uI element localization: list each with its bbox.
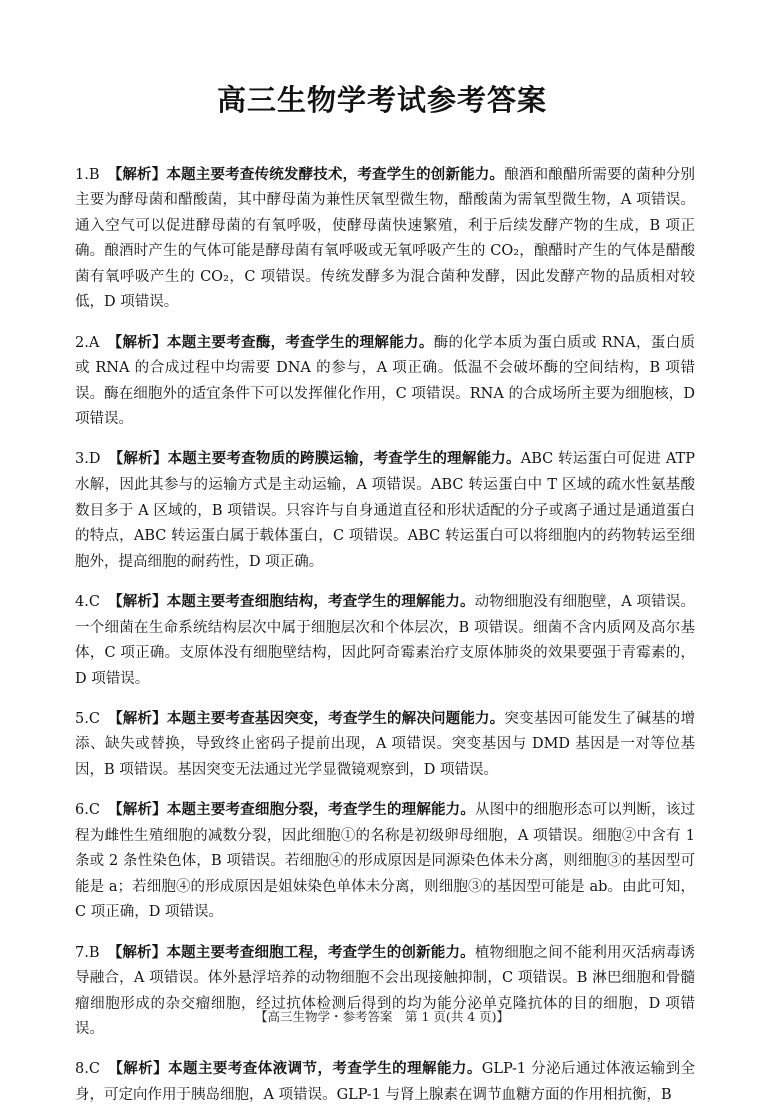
answer-number: 3.D [75,451,101,468]
answer-lead: 本题主要考查物质的跨膜运输，考查学生的理解能力。 [167,451,521,468]
answer-body: ABC 转运蛋白可促进 ATP 水解，因此其参与的运输方式是主动运输，A 项错误。ABC 转运蛋白中 T 区域的疏水性氨基酸数目多于 A 区域的，B 项错误。只容许与自身通道直径和形状适配的分子或离子通过是通道蛋白的特点，ABC 转运蛋白属于载体蛋白，C 项错误。ABC 转运蛋白可以将细胞内的药物转运至细胞外，提高细胞的耐药性，D 项正确。 [75,451,696,570]
answer-item-7 [75,941,695,1043]
answer-body: 突变基因可能发生了碱基的增添、缺失或替换，导致终止密码子提前出现，A 项错误。突变基因与 DMD 基因是一对等位基因，B 项错误。基因突变无法通过光学显微镜观察到，D 项错误。 [75,710,696,778]
analysis-tag: 【解析】 [107,710,167,727]
answer-number: 5.C [75,710,100,727]
analysis-tag: 【解析】 [107,944,167,961]
answer-lead: 本题主要考查细胞工程，考查学生的创新能力。 [166,944,475,961]
answer-item-4 [75,590,695,692]
answer-item-3 [75,447,695,575]
answer-body: 植物细胞之间不能利用灭活病毒诱导融合，A 项错误。体外悬浮培养的动物细胞不会出现接触抑制，C 项错误。B 淋巴细胞和骨髓瘤细胞形成的杂交瘤细胞，经过抗体检测后得到的均为能分泌单克隆抗体的目的细胞，D 项错误。 [75,944,695,1038]
answer-item-5 [75,707,695,784]
answer-lead: 本题主要考查基因突变，考查学生的解决问题能力。 [166,710,505,727]
answer-number: 8.C [75,1061,100,1078]
answer-item-1 [75,163,695,317]
analysis-tag: 【解析】 [107,166,167,183]
answer-body: 从图中的细胞形态可以判断，该过程为雌性生殖细胞的减数分裂，因此细胞①的名称是初级卵母细胞，A 项错误。细胞②中含有 1 条或 2 条性染色体，B 项错误。若细胞④的形成原因是同源染色体未分离，则细胞③的基因型可能是 a；若细胞④的形成原因是姐妹染色单体未分离，则细胞③的基因型可能是 ab。由此可知，C 项正确，D 项错误。 [75,802,696,921]
answer-body: 酿酒和酿醋所需要的菌种分别主要为酵母菌和醋酸菌，其中酵母菌为兼性厌氧型微生物，醋酸菌为需氧型微生物，A 项错误。通入空气可以促进酵母菌的有氧呼吸，使酵母菌快速繁殖，利于后续发酵产物的生成，B 项正确。酿酒时产生的气体可能是酵母菌有氧呼吸或无氧呼吸产生的 CO₂，酿醋时产生的气体是醋酸菌有氧呼吸产生的 CO₂，C 项错误。传统发酵多为混合菌种发酵，因此发酵产物的品质相对较低，D 项错误。 [75,166,695,311]
analysis-tag: 【解析】 [108,451,168,468]
answer-lead: 本题主要考查酶，考查学生的理解能力。 [166,334,434,351]
analysis-tag: 【解析】 [107,802,167,819]
answer-item-8 [75,1057,695,1108]
page-footer: 【高三生物学・参考答案 第 1 页(共 4 页)】 [254,1009,510,1024]
answer-number: 2.A [75,334,100,351]
answer-body: 酶的化学本质为蛋白质或 RNA，蛋白质或 RNA 的合成过程中均需要 DNA 的参与，A 项正确。低温不会破坏酶的空间结构，B 项错误。酶在细胞外的适宜条件下可以发挥催化作用，C 项错误。RNA 的合成场所主要为细胞核，D 项错误。 [75,334,696,428]
answer-item-2 [75,331,695,433]
page-title: 高三生物学考试参考答案 [216,83,547,117]
analysis-tag: 【解析】 [107,1061,169,1078]
answer-item-6 [75,798,695,926]
answer-lead: 本题主要考查细胞结构，考查学生的理解能力。 [166,593,475,610]
answer-lead: 本题主要考查体液调节，考查学生的理解能力。 [168,1061,482,1078]
answer-body: 动物细胞没有细胞壁，A 项错误。一个细菌在生命系统结构层次中属于细胞层次和个体层次，B 项错误。细菌不含内质网及高尔基体，C 项正确。支原体没有细胞壁结构，因此阿奇霉素治疗支原体肺炎的效果要强于青霉素的，D 项错误。 [75,593,695,687]
answer-lead: 本题主要考查传统发酵技术，考查学生的创新能力。 [166,166,505,183]
answer-list [75,148,695,1110]
answer-number: 4.C [75,593,100,610]
answer-lead: 本题主要考查细胞分裂，考查学生的理解能力。 [166,802,476,819]
answer-number: 6.C [75,802,100,819]
analysis-tag: 【解析】 [107,593,167,610]
answer-body: GLP-1 分泌后通过体液运输到全身，可定向作用于胰岛细胞，A 项错误。GLP-1 与肾上腺素在调节血糖方面的作用相抗衡，B [75,1061,696,1103]
analysis-tag: 【解析】 [107,334,167,351]
answer-number: 1.B [75,166,100,183]
answer-number: 7.B [75,944,100,961]
